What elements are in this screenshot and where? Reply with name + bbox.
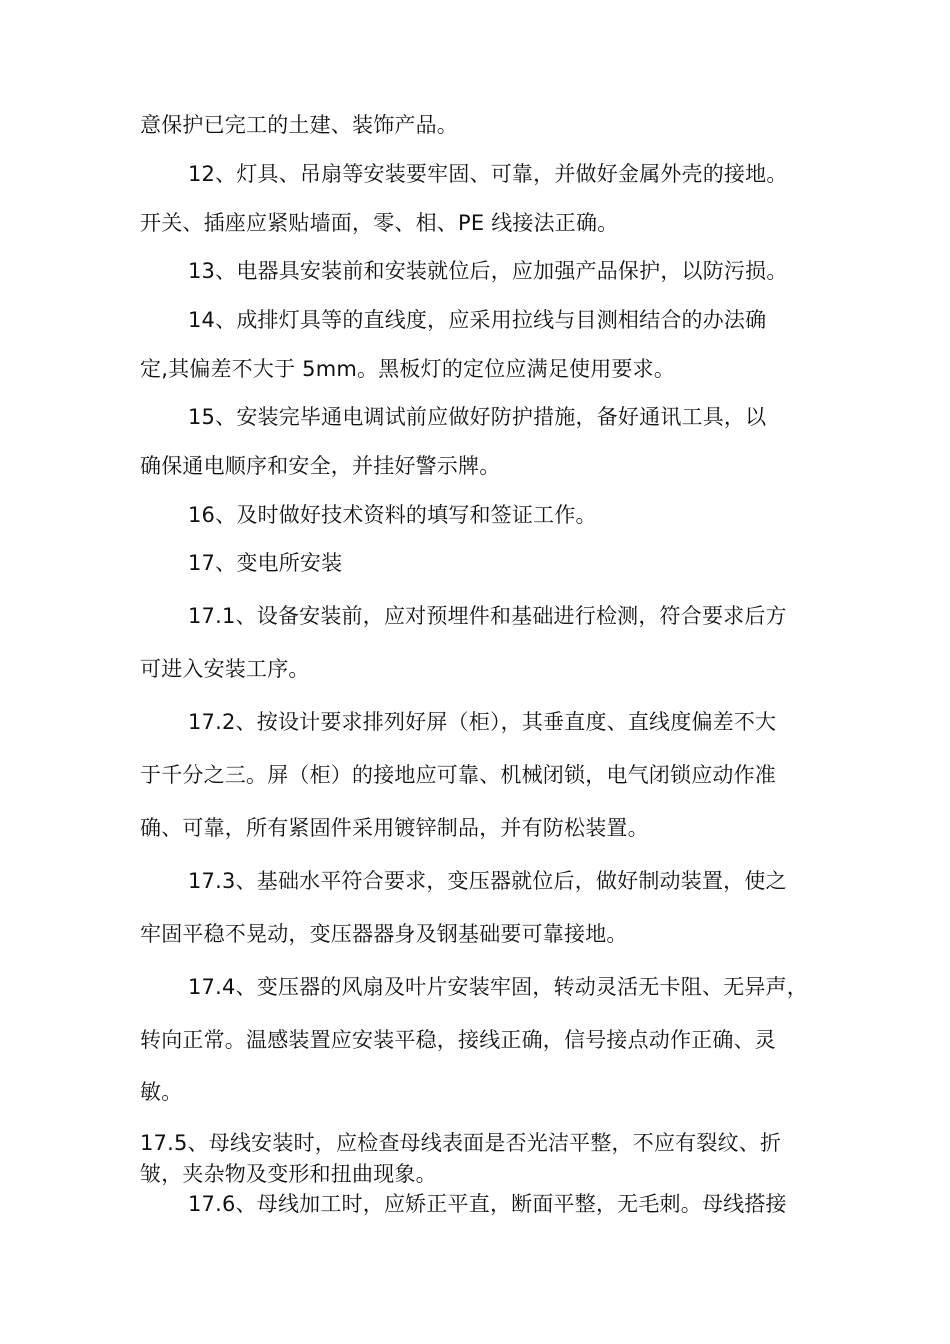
text-line: 12、灯具、吊扇等安装要牢固、可靠，并做好金属外壳的接地。: [188, 162, 788, 186]
text-line: 15、安装完毕通电调试前应做好防护措施，备好通讯工具，以: [188, 405, 767, 429]
text-line: 可进入安装工序。: [140, 657, 310, 681]
text-line: 意保护已完工的土建、装饰产品。: [140, 113, 458, 137]
text-line: 17.2、按设计要求排列好屏（柜），其垂直度、直线度偏差不大: [188, 710, 777, 734]
text-line: 于千分之三。屏（柜）的接地应可靠、机械闭锁，电气闭锁应动作准: [140, 763, 776, 787]
text-line: 转向正常。温感装置应安装平稳，接线正确，信号接点动作正确、灵: [140, 1028, 776, 1052]
text-line: 敏。: [140, 1080, 183, 1104]
text-line: 确保通电顺序和安全，并挂好警示牌。: [140, 454, 501, 478]
text-line: 17.5、母线安装时，应检查母线表面是否光洁平整，不应有裂纹、折: [140, 1131, 782, 1155]
section-heading: 17、变电所安装: [188, 551, 343, 575]
text-line: 开关、插座应紧贴墙面，零、相、PE 线接法正确。: [140, 211, 619, 235]
text-line: 皱，夹杂物及变形和扭曲现象。: [140, 1162, 437, 1186]
text-line: 17.1、设备安装前，应对预埋件和基础进行检测，符合要求后方: [188, 604, 787, 628]
text-line: 17.3、基础水平符合要求，变压器就位后，做好制动装置，使之: [188, 869, 787, 893]
text-line: 17.4、变压器的风扇及叶片安装牢固，转动灵活无卡阻、无异声，: [188, 975, 808, 999]
text-line: 13、电器具安装前和安装就位后，应加强产品保护，以防污损。: [188, 259, 788, 283]
text-line: 确、可靠，所有紧固件采用镀锌制品，并有防松装置。: [140, 816, 649, 840]
text-line: 14、成排灯具等的直线度，应采用拉线与目测相结合的办法确: [188, 308, 767, 332]
text-line: 定,其偏差不大于 5mm。黑板灯的定位应满足使用要求。: [140, 357, 676, 381]
text-line: 牢固平稳不晃动，变压器器身及钢基础要可靠接地。: [140, 922, 628, 946]
text-line: 16、及时做好技术资料的填写和签证工作。: [188, 503, 597, 527]
text-line: 17.6、母线加工时，应矫正平直，断面平整，无毛刺。母线搭接: [188, 1192, 787, 1216]
